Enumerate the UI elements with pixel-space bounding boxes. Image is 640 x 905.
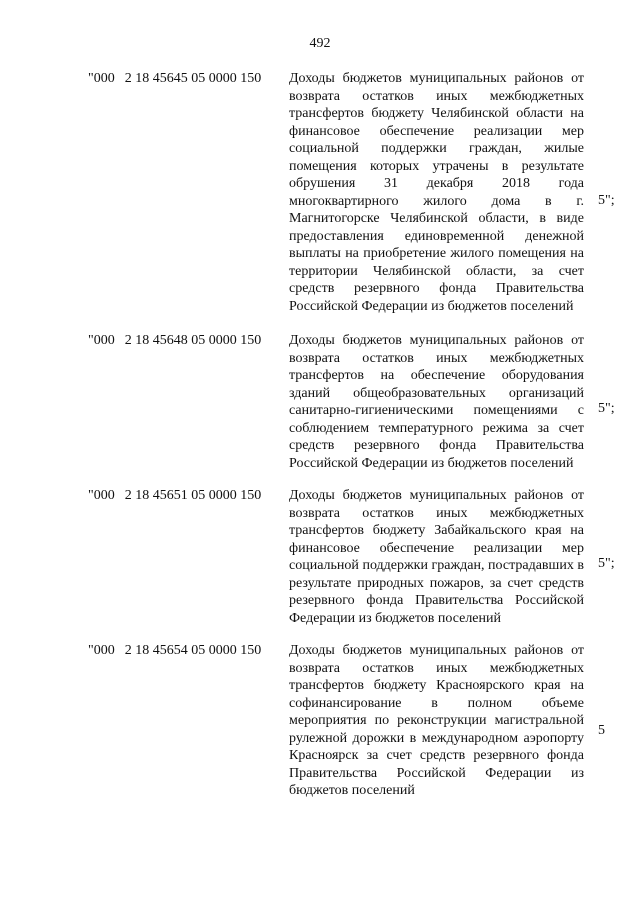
classification-code <box>88 70 261 88</box>
table-row <box>0 487 640 642</box>
page-number: 492 <box>309 36 331 51</box>
classification-code <box>88 642 261 660</box>
code-prefix: "000 <box>88 333 115 348</box>
table-row <box>0 70 640 332</box>
code-value: 2 18 45651 05 0000 150 <box>124 488 262 503</box>
table-row <box>0 332 640 487</box>
code-tail: 5 <box>598 723 605 738</box>
code-tail: 5"; <box>598 556 615 571</box>
row-description: Доходы бюджетов муниципальных районов от возврата остатков иных межбюджетных трансфертов бюджету Челябинской области на финансовое обеспечение реализации мер социальной поддержки граждан, жилые помещения которых утрачены в результате обрушения 31 декабря 2018 года многоквартирного жилого дома в г. Магнитогорске Челябинской области, в виде предоставления единовременной денежной выплаты на приобретение жилого помещения на территории Челябинской области, за счет средств резервного фонда Правительства Российской Федерации из бюджетов поселений <box>289 71 584 314</box>
code-value: 2 18 45645 05 0000 150 <box>124 71 262 86</box>
code-value: 2 18 45654 05 0000 150 <box>124 643 262 658</box>
code-tail: 5"; <box>598 193 615 208</box>
code-value: 2 18 45648 05 0000 150 <box>124 333 262 348</box>
code-prefix: "000 <box>88 643 115 658</box>
row-description: Доходы бюджетов муниципальных районов от возврата остатков иных межбюджетных трансфертов бюджету Красноярского края на софинансирование в полном объеме мероприятия по реконструкции магистральной рулежной дорожки в международном аэропорту Красноярск за счет средств резервного фонда Правительства Российской Федерации из бюджетов поселений <box>289 643 584 798</box>
table-row <box>0 642 640 832</box>
row-description: Доходы бюджетов муниципальных районов от возврата остатков иных межбюджетных трансфертов на обеспечение оборудования зданий общеобразовательных организаций санитарно-гигиеническими помещениями с соблюдением температурного режима за счет средств резервного фонда Правительства Российской Федерации из бюджетов поселений <box>289 333 584 471</box>
code-prefix: "000 <box>88 71 115 86</box>
code-prefix: "000 <box>88 488 115 503</box>
classification-code <box>88 487 261 505</box>
row-description: Доходы бюджетов муниципальных районов от возврата остатков иных межбюджетных трансфертов бюджету Забайкальского края на финансовое обеспечение реализации мер социальной поддержки граждан, пострадавших в результате природных пожаров, за счет средств резервного фонда Правительства Российской Федерации из бюджетов поселений <box>289 488 584 626</box>
code-tail: 5"; <box>598 401 615 416</box>
classification-code <box>88 332 261 350</box>
